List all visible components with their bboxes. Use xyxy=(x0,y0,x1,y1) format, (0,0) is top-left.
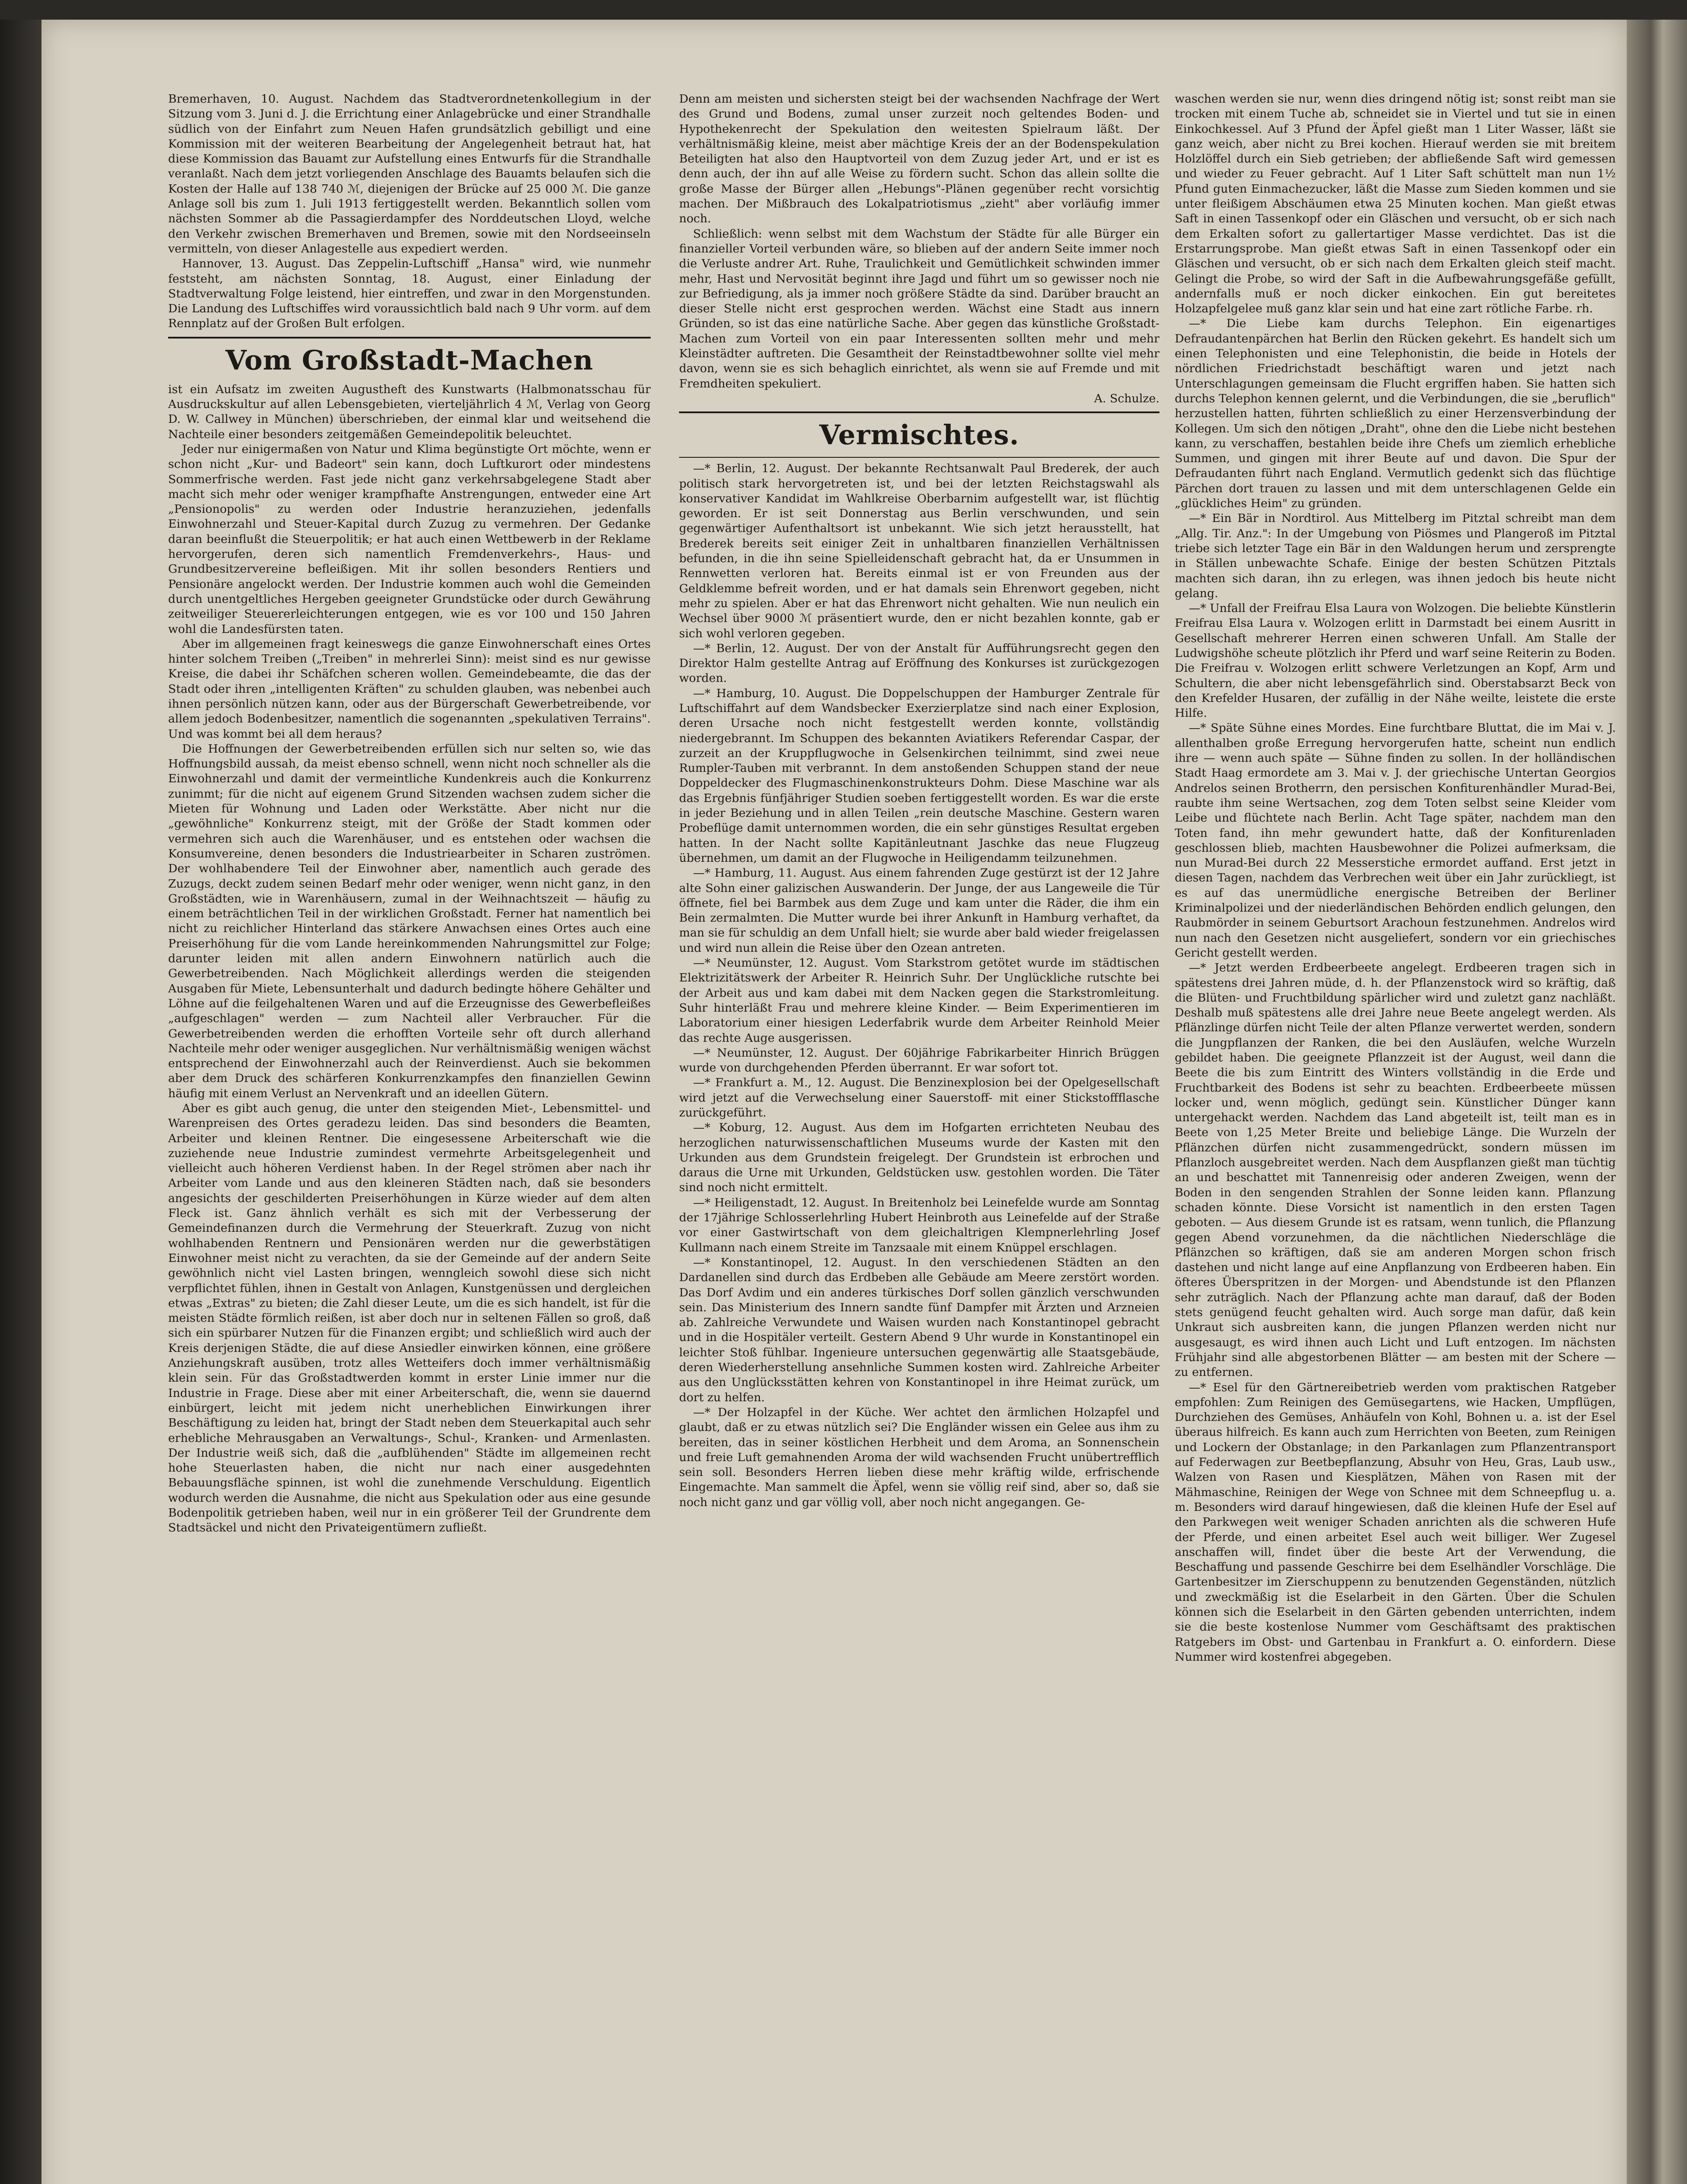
heading-vermischtes: Vermischtes. xyxy=(819,419,1019,451)
news-item: —* Koburg, 12. August. Aus dem im Hofgarten errichteten Neubau des herzoglichen naturwissenschaftlichen Museums wurde der Kasten mit den Urkunden aus dem Grundstein freigelegt. Der Grundstein ist erbrochen und daraus die Urne mit Urkunden, Geldstücken usw. gestohlen worden. Die Täter sind noch nicht ermittelt. xyxy=(679,1121,1159,1195)
scan-left-edge xyxy=(0,20,41,2184)
news-item: —* Späte Sühne eines Mordes. Eine furchtbare Bluttat, die im Mai v. J. allenthalben große Erregung hervorgerufen hatte, scheint nun endlich ihre — wenn auch späte — Sühne finden zu sollen. In der holländischen Stadt Haag ermordete am 3. Mai v. J. der griechische Untertan Georgios Andrelos seinen Brotherrn, den persischen Konfiturenhändler Murad-Bei, raubte ihm seine Wertsachen, zog dem Toten selbst seine Kleider vom Leibe und flüchtete nach Berlin. Acht Tage später, nachdem man den Toten fand, ihn mehr gewundert hatte, daß der Konfiturenladen geschlossen blieb, machten Hausbewohner die Polizei aufmerksam, die nun Murad-Bei durch 22 Messerstiche ermordet auffand. Erst jetzt in diesen Tagen, nachdem das Verbrechen weit über ein Jahr zurückliegt, ist es auf das unermüdliche energische Betreiben der Berliner Kriminalpolizei und der niederländischen Behörden endlich gelungen, den Raubmörder in seinem Geburtsort Arachoun festzunehmen. Andrelos wird nun nach den Gesetzen nicht ausgeliefert, sondern vor ein griechisches Gericht gestellt werden. xyxy=(1175,721,1616,960)
signature: A. Schulze. xyxy=(1094,391,1159,405)
news-item: —* Heiligenstadt, 12. August. In Breitenholz bei Leinefelde wurde am Sonntag der 17jährige Schlosserlehrling Hubert Heinbroth aus Leinefelde auf der Straße vor einer Gastwirtschaft von dem gleichaltrigen Klempnerlehrling Josef Kullmann nach einem Streite im Tanzsaale mit einem Knüppel erschlagen. xyxy=(679,1196,1159,1254)
grossstadt-p1: ist ein Aufsatz im zweiten Augustheft des Kunstwarts (Halbmonatsschau für Ausdruckskultur auf allen Lebensgebieten, vierteljährlich 4 ℳ, Verlag von Georg D. W. Callwey in München) überschrieben, der einmal klar und weitsehend die Nachteile einer besonders zeitgemäßen Gemeindepolitik beleuchtet. xyxy=(168,382,651,441)
news-item: —* Der Holzapfel in der Küche. Wer achtet den ärmlichen Holzapfel und glaubt, daß er zu etwas nützlich sei? Die Engländer wissen ein Gelee aus ihm zu bereiten, das in seiner köstlichen Herbheit und dem Aroma, an Sonnenschein und freie Luft gemahnenden Aroma der wild wachsenden Frucht unübertrefflich sein soll. Besonders Herren lieben diese mehr kräftig wilde, erfrischende Eingemachte. Man sammelt die Äpfel, wenn sie völlig reif sind, aber so, daß sie noch nicht ganz und gar völlig voll, aber noch nicht angegangen. Ge- xyxy=(679,1405,1159,1509)
section-rule xyxy=(679,411,1159,413)
grossstadt-p3: Aber im allgemeinen fragt keineswegs die ganze Einwohnerschaft eines Ortes hinter solchem Treiben („Treiben" in mehrerlei Sinn): meist sind es nur gewisse Kreise, die dabei ihr Schäfchen scheren wollen. Gemeindebeamte, die das der Stadt oder ihren „intelligenten Kräften" zu schulden glauben, was nebenbei auch ihnen persönlich nützen kann, oder aus der Bürgerschaft Gewerbetreibende, vor allem jedoch Bodenbesitzer, namentlich die sogenannten „spekulativen Terrains". Und was kommt bei all dem heraus? xyxy=(168,637,651,741)
heading-rule xyxy=(679,457,1159,458)
news-item: —* Berlin, 12. August. Der von der Anstalt für Aufführungsrecht gegen den Direktor Halm gestellte Antrag auf Eröffnung des Konkurses ist zurückgezogen worden. xyxy=(679,641,1159,685)
column-1 xyxy=(168,92,651,1536)
column-3 xyxy=(1175,92,1616,1665)
news-item: —* Ein Bär in Nordtirol. Aus Mittelberg im Pitztal schreibt man dem „Allg. Tir. Anz.": In der Umgebung von Piösmes und Plangeroß im Pitztal triebe sich letzter Tage ein Bär in den Waldungen herum und zersprengte in Ställen unbewachte Schafe. Einige der besten Schützen Pitztals machten sich daran, ihn zu erlegen, was ihnen jedoch bis heute nicht gelang. xyxy=(1175,511,1616,600)
grossstadt-p5: Aber es gibt auch genug, die unter den steigenden Miet-, Lebensmittel- und Warenpreisen des Ortes geradezu leiden. Das sind besonders die Beamten, Arbeiter und kleinen Rentner. Die eingesessene Arbeiterschaft wie die zuziehende neue Industrie zumindest vermehrte Arbeitsgelegenheit und vielleicht auch höheren Verdienst haben. In der Regel strömen aber nach ihr Arbeiter vom Lande und aus den kleineren Städten nach, daß sie besonders angesichts der geschilderten Preiserhöhungen in Kürze wieder auf dem alten Fleck ist. Ganz ähnlich verhält es sich mit der Verbesserung der Gemeindefinanzen durch die Vermehrung der Steuerkraft. Zuzug von nicht wohlhabenden Rentnern und Pensionären werden nur die gewerbstätigen Einwohner meist nicht zu verachten, da sie der Gemeinde auf der andern Seite gewöhnlich nicht viel Lasten bringen, wenngleich sowohl diese sich nicht verpflichtet fühlen, ihnen in Gestalt von Anlagen, Kunstgenüssen und dergleichen etwas „Extras" zu bieten; die Zahl dieser Leute, um die es sich handelt, ist für die meisten Städte förmlich reißen, ist aber doch nur in seltenen Fällen so groß, daß sich ein spürbarer Nutzen für die Finanzen ergibt; und schließlich wird auch der Kreis derjenigen Städte, die auf diese Ansiedler einwirken können, eine größere Anziehungskraft ausüben, trotz alles Wetteifers doch immer verhältnismäßig klein sein. Für das Großstadtwerden kommt in erster Linie immer nur die Industrie in Frage. Diese aber mit einer Arbeiterschaft, die, wenn sie dauernd einbürgert, leicht mit jedem nicht unerheblichen Einwirkungen ihrer Beschäftigung zu leiden hat, bringt der Stadt neben dem Steuerkapital auch sehr erhebliche Mehrausgaben an Verwaltungs-, Schul-, Kranken- und Armenlasten. Der Industrie weiß sich, daß die „aufblühenden" Städte im allgemeinen recht hohe Steuerlasten haben, die nicht nur nach einer ausgedehnten Bebauungsfläche spinnen, ist wohl die zunehmende Verschuldung. Eigentlich wodurch werden die Ausnahme, die nicht aus Spekulation oder aus eine gesunde Bodenpolitik getrieben haben, weil nur in ein größerer Teil der Grundrente dem Stadtsäckel und nicht den Privateigentümern zufließt. xyxy=(168,1102,651,1535)
grossstadt-p4: Die Hoffnungen der Gewerbetreibenden erfüllen sich nur selten so, wie das Hoffnungsbild aussah, da meist ebenso schnell, wenn nicht noch schneller als die Einwohnerzahl und damit der vermeintliche Kundenkreis auch die Konkurrenz zunimmt; für die nicht auf eigenem Grund Sitzenden wachsen zudem sicher die Mieten für Wohnung und Laden oder Werkstätte. Aber nicht nur die „gewöhnliche" Konkurrenz steigt, mit der Größe der Stadt kommen oder vermehren sich auch die Warenhäuser, und es entstehen oder wachsen die Konsumvereine, denen besonders die Industriearbeiter in Scharen zuströmen. Der wohlhabendere Teil der Einwohner aber, namentlich auch gerade des Zuzugs, deckt zudem seinen Bedarf mehr oder weniger, wenn nicht ganz, in den Großstädten, wie in Warenhäusern, zumal in der Weihnachtszeit — häufig zu einem beträchtlichen Teil in der wirklichen Großstadt. Ferner hat namentlich bei nicht zu reichlicher Hinterland das stärkere Anwachsen eines Ortes auch eine Preiserhöhung für die vom Lande hereinkommenden Nahrungsmittel zur Folge; darunter leiden mit allen andern Einwohnern natürlich auch die Gewerbetreibenden. Nach Möglichkeit allerdings werden die steigenden Ausgaben für Miete, Lebensunterhalt und dadurch bedingte höhere Gehälter und Löhne auf die feilgehaltenen Waren und auf die Erzeugnisse des Gewerbefleißes „aufgeschlagen" werden — zum Nachteil aller Verbraucher. Für die Gewerbetreibenden werden die erhofften Vorteile sehr oft durch allerhand Nachteile mehr oder weniger ausgeglichen. Nur verhältnismäßig wenigen wächst entsprechend der Einwohnerzahl auch der Reinverdienst. Auch sie bekommen aber dem Druck des schärferen Konkurrenzkampfes den finanziellen Gewinn häufig mit einem Verlust an Nervenkraft und an ideellen Gütern. xyxy=(168,742,651,1100)
news-item: —* Frankfurt a. M., 12. August. Die Benzinexplosion bei der Opelgesellschaft wird jetzt auf die Verwechselung einer Sauerstoff- mit einer Stickstoffflasche zurückgeführt. xyxy=(679,1076,1159,1120)
article-hannover: Hannover, 13. August. Das Zeppelin-Luftschiff „Hansa" wird, wie nunmehr feststeht, am nächsten Sonntag, 18. August, einer Einladung der Stadtverwaltung Folge leistend, hier eintreffen, und zwar in den Morgenstunden. Die Landung des Luftschiffes wird voraussichtlich bald nach 9 Uhr vorm. auf dem Rennplatz auf der Großen Bult erfolgen. xyxy=(168,257,651,331)
grossstadt-p2: Jeder nur einigermaßen von Natur und Klima begünstigte Ort möchte, wenn er schon nicht „Kur- und Badeort" sein kann, doch Luftkurort oder mindestens Sommerfrische werden. Fast jede nicht ganz verkehrsabgelegene Stadt aber macht sich mehr oder weniger krampfhafte Anstrengungen, entweder eine Art „Pensionopolis" zu werden oder Industrie heranzuziehen, jedenfalls Einwohnerzahl und Steuer-Kapital durch Zuzug zu vermehren. Der Gedanke daran beeinflußt die Steuerpolitik; er hat auch einen Wettbewerb in der Reklame hervorgerufen, deren sich namentlich Fremdenverkehrs-, Haus- und Grundbesitzervereine befleißigen. Mit ihr sollen besonders Rentiers und Pensionäre angelockt werden. Der Industrie kommen auch wohl die Gemeinden durch unentgeltliches Hergeben geeigneter Grundstücke oder durch Gewährung zeitweiliger Steuererleichterungen entgegen, wie es vor 100 und 150 Jahren wohl die Landesfürsten taten. xyxy=(168,442,651,636)
article-bremerhaven: Bremerhaven, 10. August. Nachdem das Stadtverordnetenkollegium in der Sitzung vom 3. Juni d. J. die Errichtung einer Anlagebrücke und einer Strandhalle südlich von der Einfahrt zum Neuen Hafen grundsätzlich gebilligt und eine Kommission mit der weiteren Bearbeitung der Angelegenheit betraut hat, hat diese Kommission das Bauamt zur Aufstellung eines Entwurfs für die Strandhalle veranlaßt. Nach dem jetzt vorliegenden Anschlage des Bauamts belaufen sich die Kosten der Halle auf 138 740 ℳ, diejenigen der Brücke auf 25 000 ℳ. Die ganze Anlage soll bis zum 1. Juli 1913 fertiggestellt werden. Bekanntlich sollen vom nächsten Sommer ab die Passagierdampfer des Norddeutschen Lloyd, welche den Verkehr zwischen Bremerhaven und Bremen, sowie mit den Nordseeinseln vermitteln, von dieser Anlagestelle aus expediert werden. xyxy=(168,92,651,256)
news-item: —* Berlin, 12. August. Der bekannte Rechtsanwalt Paul Brederek, der auch politisch stark hervorgetreten ist, und bei der letzten Reichstagswahl als konservativer Kandidat im Wahlkreise Oberbarnim aufgestellt war, ist flüchtig geworden. Er ist seit Donnerstag aus Berlin verschwunden, und sein gegenwärtiger Aufenthaltsort ist unbekannt. Wie sich jetzt herausstellt, hat Brederek bereits seit einiger Zeit in unhaltbaren finanziellen Verhältnissen befunden, in die ihn seine Spielleidenschaft gebracht hat, da er Unsummen in Rennwetten verloren hat. Bereits einmal ist er von Freunden aus der Geldklemme befreit worden, und er hat damals sein Ehrenwort gegeben, nicht mehr zu spielen. Aber er hat das Ehrenwort nicht gehalten. Wie nun neulich ein Wechsel über 9000 ℳ präsentiert wurde, den er nicht bezahlen konnte, gab er sich wohl verloren gegeben. xyxy=(679,462,1159,640)
section-rule xyxy=(168,337,651,339)
news-item: —* Unfall der Freifrau Elsa Laura von Wolzogen. Die beliebte Künstlerin Freifrau Elsa Laura v. Wolzogen erlitt in Darmstadt bei einem Ausritt in Gesellschaft mehrerer Herren einen schweren Unfall. Am Stalle der Ludwigshöhe scheute plötzlich ihr Pferd und warf seine Reiterin zu Boden. Die Freifrau v. Wolzogen erlitt schwere Verletzungen an Kopf, Arm und Schultern, die aber nicht lebensgefährlich sind. Oberstabsarzt Beck von den Krefelder Husaren, der zufällig in der Nähe weilte, leistete die erste Hilfe. xyxy=(1175,601,1616,720)
news-item: —* Hamburg, 10. August. Die Doppelschuppen der Hamburger Zentrale für Luftschiffahrt auf dem Wandsbecker Exerzierplatze sind nach einer Explosion, deren Ursache noch nicht festgestellt werden konnte, vollständig niedergebrannt. Im Schuppen des bekannten Aviatikers Referendar Caspar, der zurzeit an der Kruppflugwoche in Gelsenkirchen teilnimmt, sind zwei neue Rumpler-Tauben mit verbrannt. In dem anstoßenden Schuppen stand der neue Doppeldecker des Flugmaschinenkonstrukteurs Dohm. Diese Maschine war als das Ergebnis fünfjähriger Studien soeben fertiggestellt worden. Es war die erste in jeder Beziehung und in allen Teilen „rein deutsche Maschine. Gestern waren Probeflüge damit unternommen worden, die ein sehr günstiges Resultat ergeben hatten. In der Nacht sollte Kapitänleutnant Jaschke das neue Flugzeug übernehmen, um damit an der Flugwoche in Heiligendamm teilzunehmen. xyxy=(679,686,1159,865)
grossstadt-p6: Denn am meisten und sichersten steigt bei der wachsenden Nachfrage der Wert des Grund und Bodens, zumal unser zurzeit noch geltendes Boden- und Hypothekenrecht der Spekulation den weitesten Spielraum läßt. Der verhältnismäßig kleine, meist aber mächtige Kreis der an der Bodenspekulation Beteiligten hat also den Hauptvorteil von dem Zuzug jeder Art, und er ist es denn auch, der ihn auf alle Weise zu fördern sucht. Schon das allein sollte die große Masse der Bürger allen „Hebungs"-Plänen gegenüber recht vorsichtig machen. Der Mißbrauch des Lokalpatriotismus „zieht" aber vorläufig immer noch. xyxy=(679,92,1159,226)
grossstadt-p7: Schließlich: wenn selbst mit dem Wachstum der Städte für alle Bürger ein finanzieller Vorteil verbunden wäre, so blieben auf der andern Seite immer noch die Verluste andrer Art. Ruhe, Traulichkeit und Gemütlichkeit schwinden immer mehr, Hast und Nervosität beginnt ihre Jagd und führt um so gewisser noch nie zur Befriedigung, als ja immer noch größere Städte da sind. Darüber braucht an dieser Stelle nicht erst gesprochen werden. Wächst eine Stadt aus innern Gründen, so ist das eine natürliche Sache. Aber gegen das künstliche Großstadt-Machen zum Vorteil von ein paar Interessenten sollten mehr und mehr Kleinstädter auftreten. Die Gesamtheit der Reinstadtbewohner sollte viel mehr davon, wenn sie es sich behaglich einrichtet, als wenn sie auf Fremde und mit Fremdheiten spekuliert. xyxy=(679,227,1159,390)
book-binding xyxy=(1627,20,1687,2184)
news-item: —* Neumünster, 12. August. Der 60jährige Fabrikarbeiter Hinrich Brüggen wurde von durchgehenden Pferden überrannt. Er war sofort tot. xyxy=(679,1046,1159,1075)
news-item: —* Esel für den Gärtnereibetrieb werden vom praktischen Ratgeber empfohlen: Zum Reinigen des Gemüsegartens, wie Hacken, Umpflügen, Durchziehen des Gemüses, Anhäufeln von Kohl, Bohnen u. a. ist der Esel überaus hilfreich. Es kann auch zum Herrichten von Beeten, zum Reinigen und Lockern der Obstanlage; in den Parkanlagen zum Pflanzentransport auf Federwagen zur Beetbepflanzung, Absuhr von Heu, Gras, Laub usw., Walzen von Rasen und Kiesplätzen, Mähen von Rasen mit der Mähmaschine, Reinigen der Wege von Schnee mit dem Schneepflug u. a. m. Besonders wird darauf hingewiesen, daß die kleinen Hufe der Esel auf den Parkwegen weit weniger Schaden anrichten als die schweren Hufe der Pferde, und einen arbeitet Esel auch weit billiger. Wer Zugesel anschaffen will, findet über die beste Art der Verwendung, die Beschaffung und passende Geschirre bei dem Eselhändler Vorschläge. Die Gartenbesitzer im Zierschuppenn zu benutzenden Gegenständen, nützlich und zweckmäßig ist die Eselarbeit in den Gärten. Über die Schulen können sich die Eselarbeit in den Gärten gebenden unterrichten, indem sie die beste kostenlose Nummer vom Geschäftsamt des praktischen Ratgebers im Obst- und Gartenbau in Frankfurt a. O. einfordern. Diese Nummer wird kostenfrei abgegeben. xyxy=(1175,1380,1616,1664)
news-item: —* Die Liebe kam durchs Telephon. Ein eigenartiges Defraudantenpärchen hat Berlin den Rücken gekehrt. Es handelt sich um einen Telephonisten und eine Telephonistin, die beide in Hotels der nördlichen Friedrichstadt beschäftigt waren und jetzt nach Unterschlagungen gemeinsam die Flucht ergriffen haben. Sie hatten sich durchs Telephon kennen gelernt, und die Verbindungen, die sie „beruflich" herzustellen hatten, führten schließlich zu einer Herzensverbindung der Kollegen. Um sich den nötigen „Draht", ohne den die Liebe nicht bestehen kann, zu verschaffen, bestahlen beide ihre Chefs um ziemlich erhebliche Summen, und gingen mit ihrer Beute auf und davon. Die Spur der Defraudanten führt nach England. Vermutlich gedenkt sich das flüchtige Pärchen dort trauen zu lassen und mit dem unterschlagenen Gelde ein „glückliches Heim" zu gründen. xyxy=(1175,317,1616,511)
heading-grossstadt: Vom Großstadt-Machen xyxy=(225,344,593,376)
news-item: —* Hamburg, 11. August. Aus einem fahrenden Zuge gestürzt ist der 12 Jahre alte Sohn einer galizischen Auswanderin. Der Junge, der aus Langeweile die Tür öffnete, fiel bei Barmbek aus dem Zuge und kam unter die Räder, die ihm ein Bein zermalmten. Die Mutter wurde bei ihrer Ankunft in Hamburg verhaftet, da man sie für schuldig an dem Unfall hielt; sie wurde aber bald wieder freigelassen und wird nun allein die Reise über den Ozean antreten. xyxy=(679,866,1159,955)
news-item: —* Konstantinopel, 12. August. In den verschiedenen Städten an den Dardanellen sind durch das Erdbeben alle Gebäude am Meere zerstört worden. Das Dorf Avdim und ein anderes türkisches Dorf sollen gänzlich verschwunden sein. Das Ministerium des Innern sandte fünf Dampfer mit Ärzten und Arzneien ab. Zahlreiche Verwundete und Waisen wurden nach Konstantinopel gebracht und in die Hospitäler verteilt. Gestern Abend 9 Uhr wurde in Konstantinopel ein leichter Stoß fühlbar. Ingenieure untersuchen gegenwärtig alle Staatsgebäude, deren Wiederherstellung ansehnliche Summen kosten wird. Zahlreiche Arbeiter aus den Unglücksstätten kehren von Konstantinopel in ihre Heimat zurück, um dort zu helfen. xyxy=(679,1255,1159,1404)
news-item: —* Jetzt werden Erdbeerbeete angelegt. Erdbeeren tragen sich in spätestens drei Jahren müde, d. h. der Pflanzenstock wird so kräftig, daß die Blüten- und Fruchtbildung spärlicher wird und zuletzt ganz nachläßt. Deshalb muß spätestens alle drei Jahre neue Beete angelegt werden. Als Pflänzlinge dürfen nicht Teile der alten Pflanze verwertet werden, sondern die Jungpflanzen der Ranken, die bei den Ausläufen, welche Wurzeln gebildet haben. Die geeignete Pflanzzeit ist der August, weil dann die Beete die bis zum Eintritt des Winters vollständig in die Erde und Fruchtbarkeit des Bodens ist sehr zu beachten. Erdbeerbeete müssen locker und, wenn möglich, gedüngt sein. Künstlicher Dünger kann untergehackt werden. Nachdem das Land abgeteilt ist, teilt man es in Beete von 1,25 Meter Breite und beliebige Länge. Die Wurzeln der Pflänzchen dürfen nicht zusammengedrückt, sondern müssen im Pflanzloch ausgebreitet werden. Nach dem Auspflanzen gießt man tüchtig an und beschattet mit Tannenreisig oder anderen Zweigen, wenn der Boden in den sengenden Strahlen der Sonne leiden kann. Pflanzung schaden könnte. Diese Vorsicht ist namentlich in den ersten Tagen geboten. — Aus diesem Grunde ist es ratsam, wenn tunlich, die Pflanzung gegen Abend vorzunehmen, da die nächtlichen Niederschläge die Pflänzchen so kräftigen, daß sie am anderen Morgen schon frisch dastehen und nicht lange auf eine Anpflanzung von Erdbeeren haben. Ein öfteres Überspritzen in der Morgen- und Abendstunde ist den Pflanzen sehr zuträglich. Nach der Pflanzung achte man darauf, daß der Boden stets genügend feucht gehalten wird. Auch sorge man dafür, daß kein Unkraut sich ausbreiten kann, die jungen Pflanzen werden nicht nur ausgesaugt, es wird ihnen auch Licht und Luft entzogen. Im nächsten Frühjahr sind alle abgestorbenen Blätter — am besten mit der Schere — zu entfernen. xyxy=(1175,961,1616,1379)
holzapfel-continuation: waschen werden sie nur, wenn dies dringend nötig ist; sonst reibt man sie trocken mit einem Tuche ab, schneidet sie in Viertel und tut sie in einen Einkochkessel. Auf 3 Pfund der Äpfel gießt man 1 Liter Wasser, läßt sie ganz weich, aber nicht zu Brei kochen. Hierauf werden sie mit breitem Holzlöffel durch ein Sieb getrieben; der abfließende Saft wird gemessen und wieder zu Feuer gebracht. Auf 1 Liter Saft schüttelt man nun 1½ Pfund guten Einmachezucker, läßt die Masse zum Sieden kommen und sie unter fleißigem Abschäumen etwa 25 Minuten kochen. Man gießt etwas Saft in einen Tassenkopf oder ein Gläschen und versucht, ob er sich nach dem Erkalten sofort zu gallertartiger Masse verdichtet. Das ist die Erstarrungsprobe. Man gießt etwas Saft in einen Tassenkopf oder ein Gläschen und versucht, ob er sich nach dem Erkalten gleich steif macht. Gelingt die Probe, so wird der Saft in die Aufbewahrungsgefäße gefüllt, andernfalls muß er noch dicker einkochen. Ein gut bereitetes Holzapfelgelee muß ganz klar sein und hat eine zart rötliche Farbe. rh. xyxy=(1175,92,1616,316)
news-item: —* Neumünster, 12. August. Vom Starkstrom getötet wurde im städtischen Elektrizitätswerk der Arbeiter R. Heinrich Suhr. Der Unglückliche rutschte bei der Arbeit aus und kam dabei mit dem Nacken gegen die Starkstromleitung. Suhr hinterläßt Frau und mehrere kleine Kinder. — Beim Experimentieren im Laboratorium einer hiesigen Lederfabrik wurde dem Arbeiter Reinhold Meier das rechte Auge ausgerissen. xyxy=(679,956,1159,1045)
column-2 xyxy=(679,92,1159,1510)
